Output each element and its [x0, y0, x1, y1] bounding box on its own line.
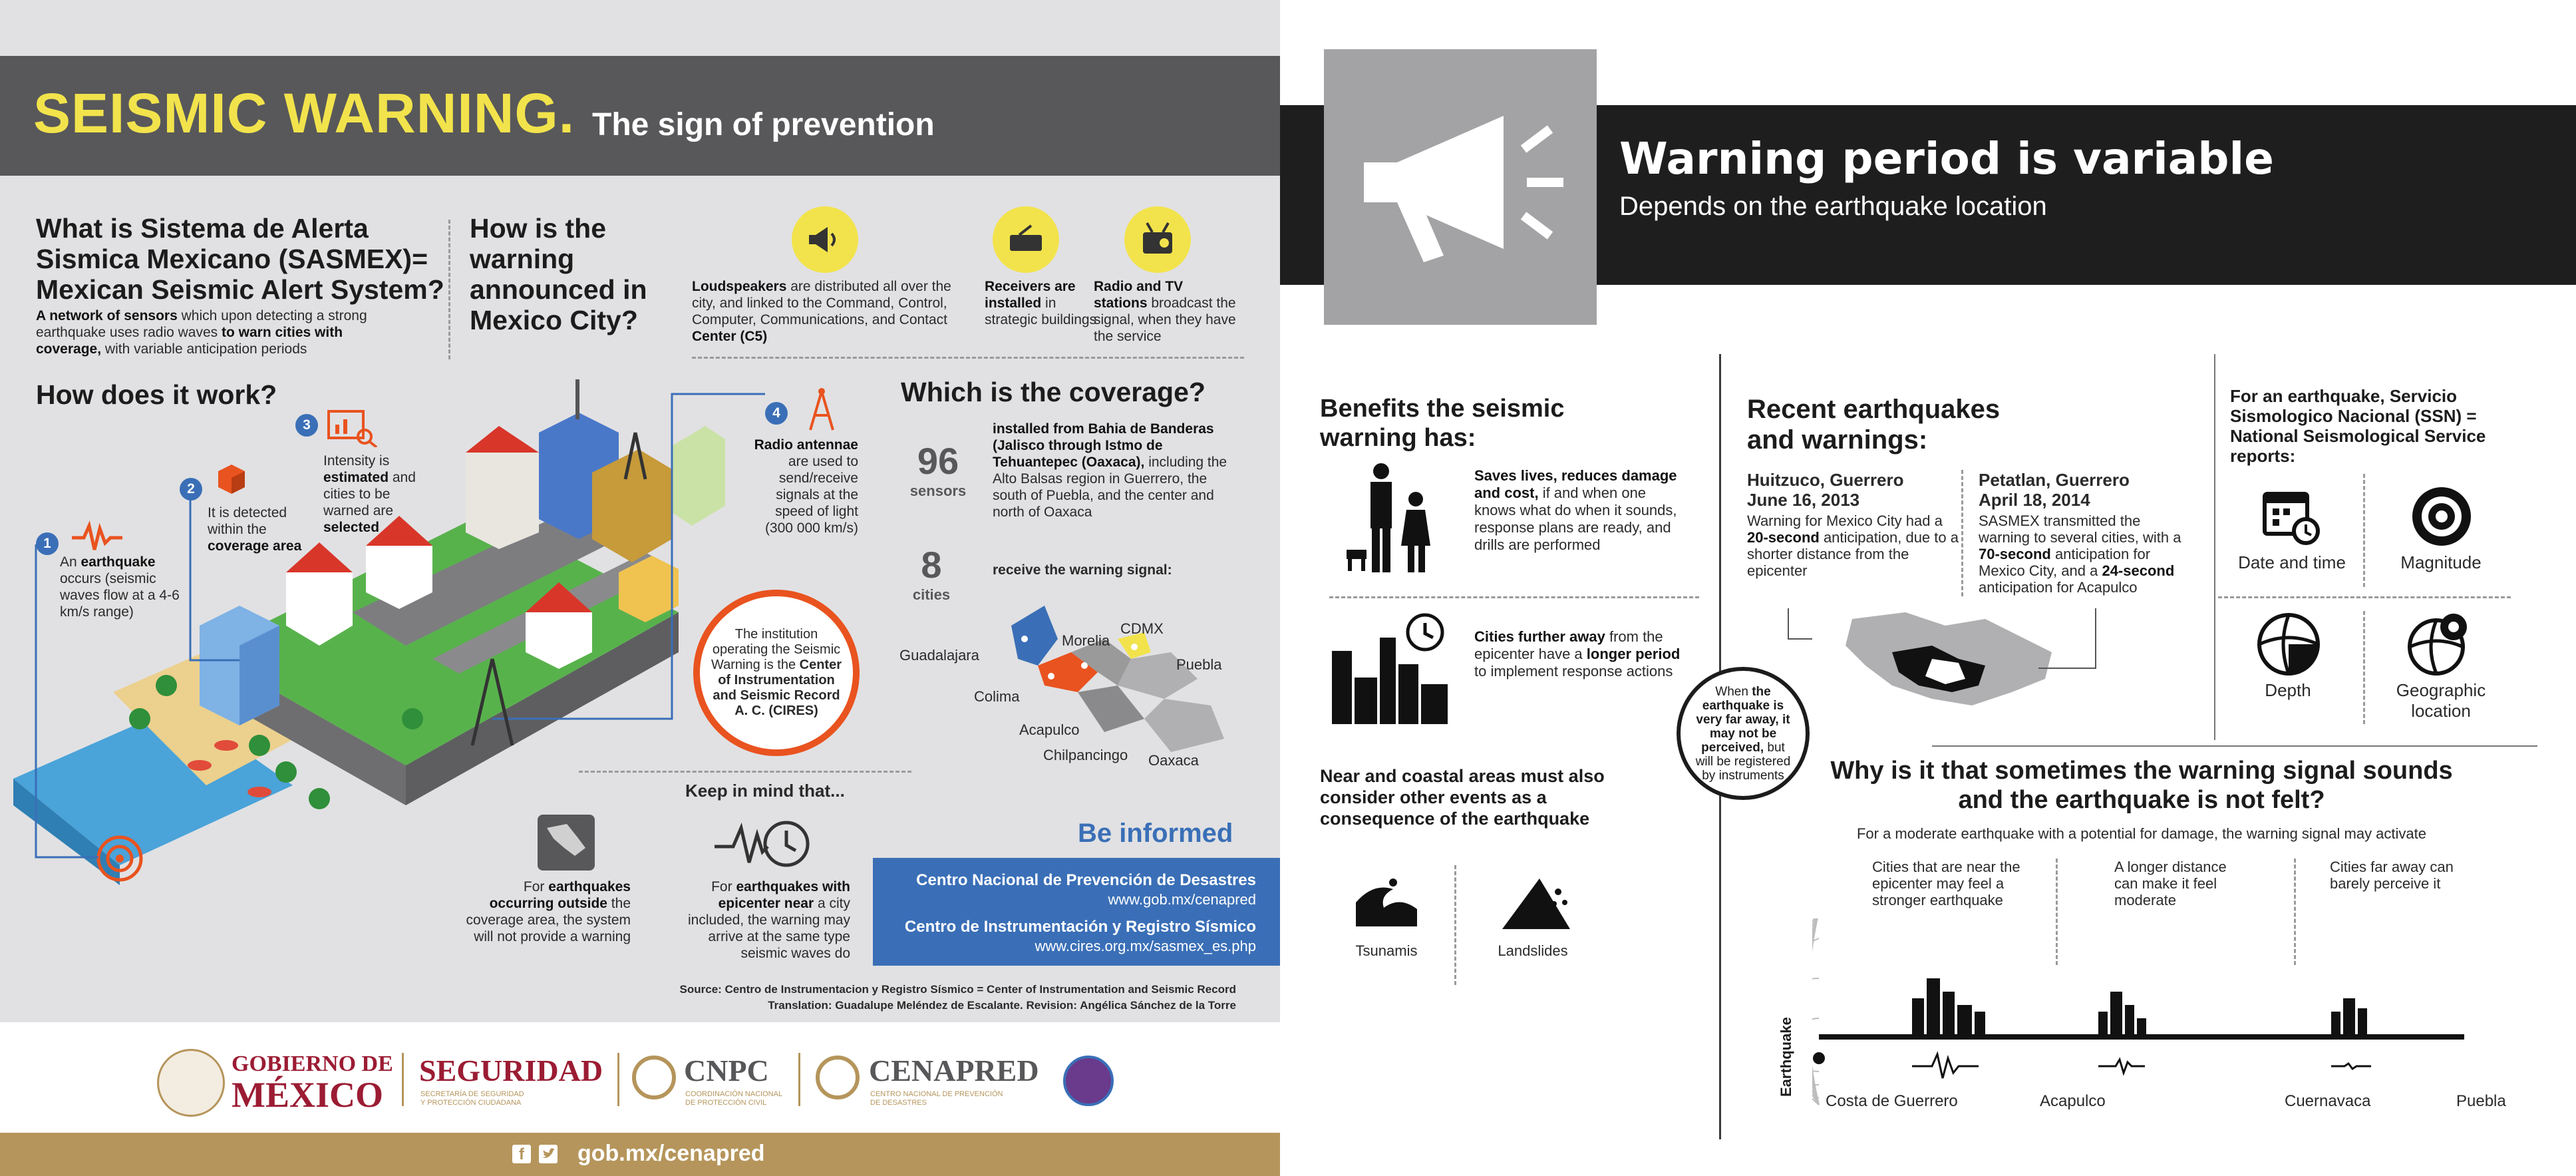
right-title: Warning period is variable — [1619, 133, 2274, 184]
place-label: Costa de Guerrero — [1826, 1092, 1958, 1110]
coverage-heading: Which is the coverage? — [901, 377, 1206, 407]
sensor-cube-icon — [212, 459, 251, 499]
divider — [1961, 470, 1963, 596]
right-subtitle: Depends on the earthquake location — [1619, 192, 2047, 221]
city-clock-icon — [1325, 611, 1465, 731]
place-label: Cuernavaca — [2285, 1092, 2371, 1110]
ssn-heading: For an earthquake, Servicio Sismologico Nacional (SSN) = National Seismological Service reports: — [2230, 386, 2486, 466]
coastal-heading: Near and coastal areas must also consider other events as a consequence of the earthquake — [1320, 766, 1605, 829]
radio-tv-icon — [1124, 206, 1191, 273]
megaphone-icon — [1324, 49, 1597, 325]
gob-mx-line2: MÉXICO — [232, 1075, 383, 1115]
far-away-note: When the earthquake is very far away, it may not be perceived, but will be registered by instruments — [1677, 667, 1810, 800]
cnpc-emblem — [632, 1056, 676, 1099]
divider — [1932, 745, 2537, 747]
logos-strip — [0, 1022, 1280, 1133]
left-infographic — [0, 0, 1280, 1176]
twitter-icon[interactable] — [539, 1145, 558, 1163]
divider — [1454, 865, 1456, 985]
cnpc-logo: CNPC — [684, 1054, 769, 1087]
map-label: Guadalajara — [899, 647, 979, 664]
map-label: Acapulco — [1019, 721, 1080, 738]
cenapred-emblem — [816, 1056, 860, 1099]
analysis-monitor-icon — [326, 407, 379, 447]
gob-mx-line1: GOBIERNO DE — [232, 1052, 393, 1076]
receivers-text: Receivers are installed in strategic buildings — [985, 279, 1097, 327]
geo-location-icon — [2406, 611, 2472, 678]
divider — [2214, 354, 2215, 740]
seismogram-icon — [71, 519, 124, 552]
main-subtitle: The sign of prevention — [592, 107, 935, 142]
step-2-text: It is detected within the coverage area — [208, 505, 302, 554]
map-callout-lines — [1786, 606, 2098, 672]
sensors-text: installed from Bahia de Banderas (Jalisco through Istmo de Tehuantepec (Oaxaca), including the Alto Balsas region in Guerrero, the south of Puebla, and the center and north of Oaxaca — [993, 421, 1227, 520]
divider — [2363, 611, 2365, 724]
step-1-badge: 1 — [36, 532, 59, 555]
keep-in-mind-heading: Keep in mind that... — [685, 781, 845, 801]
keep-item-2: For earthquakes with epicenter near a city included, the warning may arrive at the same type seismic waves do — [688, 879, 850, 961]
footer-bar — [0, 1133, 1280, 1176]
radio-tv-text: Radio and TV stations broadcast the signal, when they have the service — [1094, 279, 1236, 344]
landslide-icon — [1500, 872, 1573, 932]
step-3-text: Intensity is estimated and cities to be warned are selected — [323, 453, 416, 535]
landslide-label: Landslides — [1498, 942, 1568, 959]
why-case-near: Cities that are near the epicenter may feel a stronger earthquake — [1872, 859, 2020, 908]
event-1-title: Huitzuco, Guerrero June 16, 2013 — [1747, 470, 1904, 510]
event-2-text: SASMEX transmitted the warning to several cities, with a 70-second anticipation for Mexico City, and a 24-second anticipation for Acapulco — [1979, 512, 2181, 596]
event-2-title: Petatlan, Guerrero April 18, 2014 — [1979, 470, 2130, 510]
footer-url[interactable]: gob.mx/cenapred — [577, 1141, 765, 1166]
family-icon — [1344, 459, 1444, 579]
cires-note: The institution operating the Seismic Warning is the Center of Instrumentation and Seismic Record A. C. (CIRES) — [693, 590, 860, 756]
divider — [448, 220, 450, 359]
facebook-icon[interactable]: f — [512, 1145, 531, 1163]
benefit-2: Cities further away from the epicenter have a longer period to implement response actions — [1474, 628, 1681, 680]
cenapred-sub: CENTRO NACIONAL DE PREVENCIÓN DE DESASTRES — [870, 1090, 1003, 1107]
divider — [692, 357, 1244, 359]
how-announced-heading: How is the warning announced in Mexico City? — [470, 213, 647, 335]
what-is-text: A network of sensors which upon detecting a strong earthquake uses radio waves to warn cities with coverage, with variable anticipation periods — [36, 308, 367, 357]
cnpc-sub: COORDINACIÓN NACIONAL DE PROTECCIÓN CIVIL — [685, 1090, 783, 1107]
step-2-badge: 2 — [180, 478, 202, 500]
wave-clock-icon — [713, 813, 813, 873]
tsunami-label: Tsunamis — [1355, 942, 1418, 959]
cities-text: receive the warning signal: — [993, 562, 1172, 578]
recent-heading: Recent earthquakes and warnings: — [1747, 395, 2001, 455]
cenapred-link[interactable]: www.gob.mx/cenapred — [1108, 891, 1256, 908]
map-label: Chilpancingo — [1043, 747, 1128, 763]
map-outside-icon — [538, 815, 595, 871]
megaphone-panel — [1324, 49, 1597, 325]
be-informed-box — [873, 858, 1280, 966]
loudspeaker-icon — [792, 206, 858, 273]
tsunami-icon — [1353, 876, 1420, 929]
logo-divider — [798, 1053, 800, 1106]
geo-location-label: Geographic location — [2396, 680, 2486, 721]
logo-divider — [402, 1053, 404, 1106]
step-4-badge: 4 — [765, 402, 788, 425]
map-label: CDMX — [1120, 620, 1164, 637]
magnitude-icon — [2408, 483, 2475, 550]
calendar-clock-icon — [2262, 486, 2322, 546]
cires-link[interactable]: www.cires.org.mx/sasmex_es.php — [1035, 938, 1256, 954]
wave-diagram — [1812, 918, 2478, 1111]
cities-stat: 8 cities — [912, 544, 951, 603]
what-is-heading: What is Sistema de Alerta Sismica Mexicano (SASMEX)= Mexican Seismic Alert System? — [36, 213, 444, 305]
why-case-mid: A longer distance can make it feel moderate — [2114, 859, 2227, 908]
right-infographic — [1280, 0, 2576, 1176]
earthquake-axis-label: Earthquake — [1778, 1017, 1794, 1097]
divider — [2363, 474, 2365, 587]
why-case-far: Cities far away can barely perceive it — [2330, 859, 2454, 892]
seguridad-sub: SECRETARÍA DE SEGURIDAD Y PROTECCIÓN CIUDADANA — [420, 1090, 524, 1107]
magnitude-label: Magnitude — [2400, 552, 2482, 572]
seguridad-logo: SEGURIDAD — [419, 1054, 603, 1087]
map-label: Puebla — [1176, 656, 1222, 673]
receiver-icon — [993, 206, 1059, 273]
how-works-heading: How does it work? — [36, 379, 277, 410]
cenapred-name: Centro Nacional de Prevención de Desastres — [916, 871, 1256, 889]
event-1-text: Warning for Mexico City had a 20-second anticipation, due to a shorter distance from the epicenter — [1747, 512, 1959, 579]
cires-name: Centro de Instrumentación y Registro Sísmico — [904, 918, 1256, 936]
why-heading: Why is it that sometimes the warning signal sounds and the earthquake is not felt? — [1830, 757, 2453, 814]
mexico-seal-logo — [157, 1049, 225, 1117]
source-line: Source: Centro de Instrumentacion y Registro Sísmico = Center of Instrumentation and Seismic Record — [679, 983, 1236, 996]
depth-globe-icon — [2255, 611, 2322, 678]
radio-tower-icon — [805, 386, 838, 433]
step-4-text: Radio antennae are used to send/receive signals at the speed of light (300 000 km/s) — [754, 437, 858, 536]
be-informed-heading: Be informed — [1078, 819, 1233, 848]
step-1-text: An earthquake occurs (seismic waves flow at a 4-6 km/s range) — [60, 554, 180, 620]
divider — [2218, 596, 2511, 598]
map-label: Colima — [974, 688, 1020, 705]
title-bar — [0, 56, 1280, 176]
logo-divider — [617, 1053, 619, 1106]
cenapred-logo: CENAPRED — [869, 1054, 1039, 1087]
benefits-heading: Benefits the seismic warning has: — [1320, 395, 1565, 452]
sensors-stat: 96 sensors — [909, 440, 967, 499]
depth-label: Depth — [2265, 680, 2311, 700]
step-3-badge: 3 — [295, 414, 318, 437]
loudspeakers-text: Loudspeakers are distributed all over the city, and linked to the Command, Control, Computer, Communications, and Contact Center (C5) — [692, 279, 951, 344]
place-label: Puebla — [2456, 1092, 2506, 1110]
main-title: SEISMIC WARNING. — [33, 82, 575, 144]
divider — [1329, 596, 1699, 598]
coverage-map — [998, 599, 1237, 765]
why-subtitle: For a moderate earthquake with a potential for damage, the warning signal may activate — [1856, 825, 2427, 842]
place-label: Acapulco — [2040, 1092, 2106, 1110]
cires-logo — [1063, 1056, 1114, 1106]
map-label: Morelia — [1062, 632, 1110, 649]
keep-item-1: For earthquakes occurring outside the coverage area, the system will not provide a warning — [466, 879, 631, 944]
divider — [579, 771, 911, 773]
benefit-1: Saves lives, reduces damage and cost, if and when one knows what do when it sounds, response plans are ready, and drills are performed — [1474, 467, 1677, 553]
map-label: Oaxaca — [1148, 752, 1199, 769]
date-time-label: Date and time — [2238, 552, 2346, 572]
translation-line: Translation: Guadalupe Meléndez de Escalante. Revision: Angélica Sánchez de la Torre — [768, 999, 1236, 1012]
